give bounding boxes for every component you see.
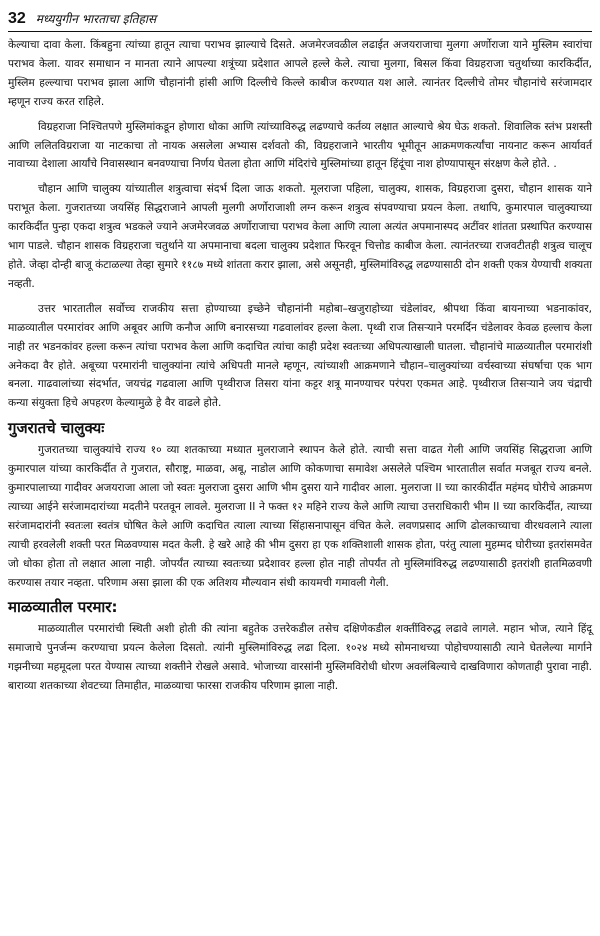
paragraph-5: गुजरातच्या चालुक्यांचे राज्य १० व्या शतकाच्या मध्यात मुलराजाने स्थापन केले होते. त्याची सत्ता वाढत गेली आणि जयसिंह सिद्धराजा आणि कुमारपाल यांच्या कारकिर्दीत ते गुजरात, सौराष्ट्र, माळवा, अबू, नाडोल आणि कोकणाचा समावेश असलेले पश्चिम भारतातील सर्वात मजबूत राज्य बनले. कुमारपालाच्या गादीवर अजयराजा आला जो स्वतः मुलराजा दुसरा आणि भीम दुसरा याने गादीवर आला. मुलराजा II च्या कारकीर्दीत महंमद घोरीचे आक्रमण त्याच्या आईने सरंजामदारांच्या मदतीने परतवून लावले. मुलराजा II ने फक्त १२ महिने राज्य केले आणि त्याचा उत्तराधिकारी भीम II च्या कारकिर्दीत, त्याच्या सरंजामदारांनी स्वतःला स्वतंत्र घोषित केले आणि कदाचित त्याला त्याच्या सिंहासनापासून वंचित केले. लवणप्रसाद आणि ढोलकाच्याचा वीरधवलाने त्याला त्याची हरवलेली शक्ती परत मिळवण्यास मदत केली. हे खरे आहे की भीम दुसरा हा एक शक्तिशाली शासक होता, परंतु त्याला मुहम्मद घोरीच्या इतरांसमवेत जो धोका होता तो लक्षात आला नाही. जोपर्यंत त्याच्या स्वतःच्या प्रदेशावर हल्ला होत नाही तोपर्यंत तो मुस्लिमांविरुद्ध लढण्यासाठी इतरांशी हातमिळवणी करण्यास तयार नव्हता. परिणाम असा झाला की एक अतिशय मौल्यवान संधी कायमची गमावली गेली. <box>8 444 592 589</box>
paragraph-2: विग्रहराजा निश्चितपणे मुस्लिमांकडून होणारा धोका आणि त्यांच्याविरुद्ध लढण्याचे कर्तव्य लक्षात आल्याचे श्रेय घेऊ शकतो. शिवालिक स्तंभ प्रशस्ती आणि ललितविग्रराजा या नाटकाचा तो नायक असलेला अभ्यास दर्शवतो की, विग्रहराजाने भारतीय भूमीतून आक्रमणकर्त्यांचा नायनाट करून आर्यावर्त नावाच्या देशाला आर्यांचे निवासस्थान बनवण्याचा निर्णय घेतला होता आणि मंदिरांचे मुस्लिमांच्या हातून हिंदूंचा नाश होण्यापासून संरक्षण केले होते. . <box>8 120 592 171</box>
paragraph-1: केल्याचा दावा केला. किंबहुना त्यांच्या हातून त्याचा पराभव झाल्याचे दिसते. अजमेरजवळील लढाईत अजयराजाचा मुलगा अर्णोराजा याने मुस्लिम स्वारांचा पराभव केला. यावर समाधान न मानता त्याने आपल्या शत्रूंच्या प्रदेशात आपले हल्ले केले. त्याचा मुलगा, बिसल किंवा विग्रहराजा चतुर्थाच्या कारकिर्दीत, मुस्लिम हल्ल्याचा पराभव झाला आणि चौहानांनी हांसी आणि दिल्लीचे किल्ले काबीज करण्यात यश आले. त्यानंतर दिल्लीचे तोमर चौहानांचे सरंजामदार म्हणून राज्य करत राहिले. <box>8 39 592 108</box>
page-header <box>8 10 592 32</box>
running-title: मध्ययुगीन भारताचा इतिहास <box>35 12 157 26</box>
paragraph-6: माळव्यातील परमारांची स्थिती अशी होती की त्यांना बहुतेक उत्तरेकडील तसेच दक्षिणेकडील शक्तींविरुद्ध लढावे लागले. महान भोज, त्याने हिंदू समाजाचे पुनर्जन्म करण्याचा प्रयत्न केलेला दिसतो. त्यांनी मुस्लिमांविरुद्ध लढा दिला. १०२४ मध्ये सोमनाथच्या पोहोचण्यासाठी त्याने घेतलेल्या मार्गाने गझनीच्या महमूदला परत येण्यास त्याच्या शक्तीने रोखले असावे. भोजाच्या वारसांनी मुस्लिमविरोधी धोरण अवलंबिल्याचे दाखविणारा कोणताही पुरावा नाही. बाराव्या शतकाच्या शेवटच्या तिमाहीत, माळव्याचा फारसा राजकीय परिणाम झाला नाही. <box>8 623 592 693</box>
section-heading-malwa: माळव्यातील परमार: <box>8 598 118 617</box>
paragraph-4: उत्तर भारतातील सर्वोच्च राजकीय सत्ता होण्याच्या इच्छेने चौहानांनी महोबा–खजुराहोच्या चंडेलांवर, श्रीपथा किंवा बायनाच्या भडनाकांवर, माळव्यातील परमारांवर आणि अबूवर आणि कनौज आणि बनारसच्या गढवालांवर हल्ला केला. पृथ्वी राज तिसऱ्याने परमर्दिन चंडेलावर केवळ हल्लाच केला नाही तर भडनकांवर हल्ला करून त्यांचा पराभव केला आणि कदाचित त्यांचा काही प्रदेश स्वतःच्या अधिपत्याखाली घातला. चौहानांचे माळव्यातील परमारांशी अनेकदा वैर होते. अबूच्या परमारांनी चालुक्यांना त्यांचे अधिपती मानले म्हणून, त्यांच्याशी आक्रमणाने चौहान–चालुक्यांच्या वर्चस्वाच्या संघर्षाचा एक भाग बनला. गाढवालांच्या संदर्भात, जयचंद्र गढवाला आणि पृथ्वीराज तिसरा यांना कट्टर शत्रू मानण्याचर परंपरा एकमत आहे. पृथ्वीराज तिसऱ्याने जय चंद्राची कन्या संयुक्ता हिचे अपहरण केल्यामुळे हे वैर वाढले होते. <box>8 302 592 410</box>
paragraph-3: चौहान आणि चालुक्य यांच्यातील शत्रुत्वाचा संदर्भ दिला जाऊ शकतो. मूलराजा पहिला, चालुक्य, शासक, विग्रहराजा दुसरा, चौहान शासक याने पराभूत केला. गुजरातच्या जयसिंह सिद्धराजाने आपली मुलगी अर्णोराजाशी लग्न करून शत्रुत्व संपवण्याचा प्रयत्न केला. तथापि, कुमारपाल चालुक्याच्या कारकिर्दीत पुन्हा एकदा शत्रुत्व भडकले ज्याने अजमेरजवळ अर्णोराजाचा पराभव केला आणि त्याला अत्यंत अपमानास्पद अटींवर शांतता प्रस्थापित करण्यास भाग पाडले. चौहान शासक विग्रहराजा चतुर्थाने या अपमानाचा बदला चालुक्य प्रदेशात फिरवून चित्तोड काबीज केला. त्यानंतरच्या राजवटीतही शत्रुत्व चालूच होते. जेव्हा दोन्ही बाजू कंटाळल्या तेव्हा सुमारे ११८७ मध्ये शांतता करार झाला, असे असूनही, मुस्लिमांविरुद्ध लढण्यासाठी दोन शक्ती एकत्र येण्याची शक्यता नव्हती. <box>8 183 592 290</box>
page-number: 32 <box>8 10 26 27</box>
section-heading-gujarat: गुजरातचे चालुक्यः <box>8 419 105 438</box>
